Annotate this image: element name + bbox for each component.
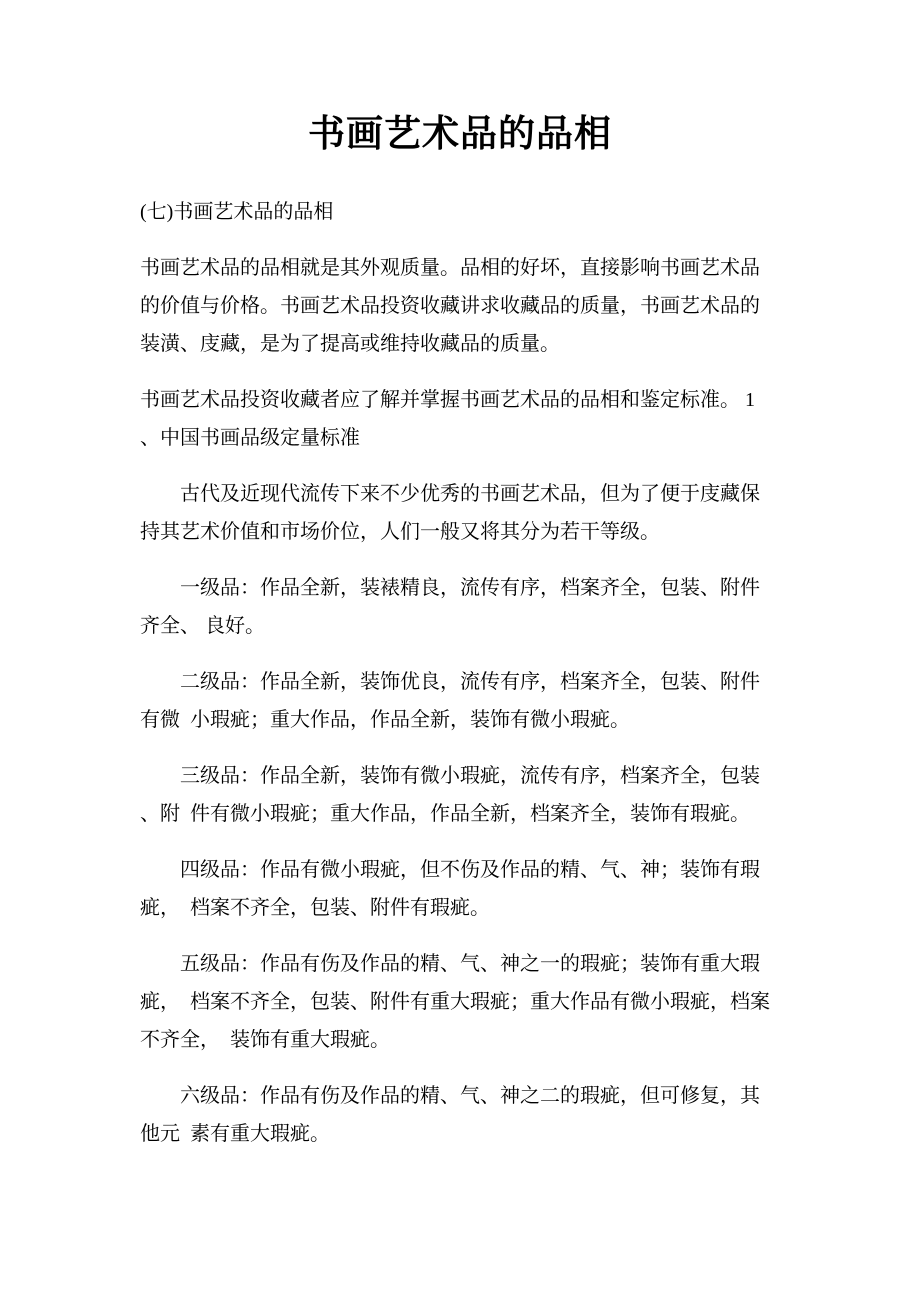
text-line: 、中国书画品级定量标准: [140, 427, 360, 449]
paragraph-intro: [140, 249, 800, 363]
text-line: 五级品：作品有伤及作品的精、气、神之一的瑕疵；装饰有重大瑕: [180, 953, 760, 975]
document-title: 书画艺术品的品相: [308, 114, 612, 155]
text-line: 六级品：作品有伤及作品的精、气、神之二的瑕疵，但可修复，其: [180, 1085, 760, 1107]
paragraph-grade-2: [140, 663, 800, 739]
text-line: 他元 素有重大瑕疵。: [140, 1123, 330, 1145]
text-line: 、附 件有微小瑕疵；重大作品，作品全新，档案齐全，装饰有瑕疵。: [140, 803, 750, 825]
text-line: 书画艺术品的品相就是其外观质量。品相的好坏，直接影响书画艺术品: [140, 257, 760, 279]
paragraph-grade-4: [140, 851, 800, 927]
text-line: 疵， 档案不齐全，包装、附件有重大瑕疵；重大作品有微小瑕疵，档案: [140, 991, 770, 1013]
text-line: 持其艺术价值和市场价位，人们一般又将其分为若干等级。: [140, 521, 660, 543]
section-heading: [140, 193, 800, 231]
text-line: 一级品：作品全新，装裱精良，流传有序，档案齐全，包装、附件: [180, 577, 760, 599]
text-line: 古代及近现代流传下来不少优秀的书画艺术品，但为了便于庋藏保: [180, 483, 760, 505]
text-line: 不齐全， 装饰有重大瑕疵。: [140, 1029, 390, 1051]
paragraph-grade-3: [140, 757, 800, 833]
text-line: (七)书画艺术品的品相: [140, 201, 334, 223]
text-line: 二级品：作品全新，装饰优良，流传有序，档案齐全，包装、附件: [180, 671, 760, 693]
text-line: 三级品：作品全新，装饰有微小瑕疵，流传有序，档案齐全，包装: [180, 765, 760, 787]
text-line: 齐全、 良好。: [140, 615, 265, 637]
paragraph-grade-6: [140, 1077, 800, 1153]
paragraph-standards: [140, 381, 800, 457]
text-line: 有微 小瑕疵；重大作品，作品全新，装饰有微小瑕疵。: [140, 709, 630, 731]
text-line: 疵， 档案不齐全，包装、附件有瑕疵。: [140, 897, 490, 919]
paragraph-grade-5: [140, 945, 800, 1059]
paragraph-grade-1: [140, 569, 800, 645]
document-body: [140, 193, 800, 1171]
text-line: 的价值与价格。书画艺术品投资收藏讲求收藏品的质量，书画艺术品的: [140, 295, 760, 317]
text-line: 装潢、庋藏，是为了提高或维持收藏品的质量。: [140, 333, 560, 355]
text-line: 书画艺术品投资收藏者应了解并掌握书画艺术品的品相和鉴定标准。 1: [140, 389, 755, 411]
paragraph-grades-intro: [140, 475, 800, 551]
text-line: 四级品：作品有微小瑕疵，但不伤及作品的精、气、神；装饰有瑕: [180, 859, 760, 881]
